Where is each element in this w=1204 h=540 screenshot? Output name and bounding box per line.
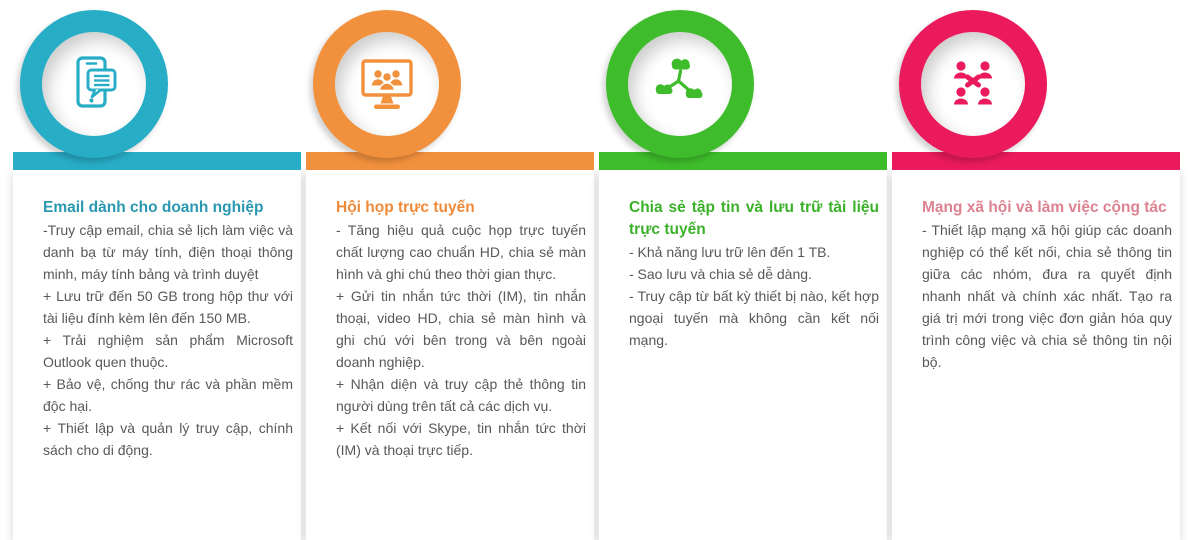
monitor-people-icon: [354, 51, 420, 117]
feature-paragraph: + Lưu trữ đến 50 GB trong hộp thư với tài liệu đính kèm lên đến 150 MB.: [43, 288, 293, 326]
people-network-icon: [940, 51, 1006, 117]
accent-bar: [599, 152, 887, 170]
feature-column-email: [13, 0, 301, 540]
feature-paragraph: + Gửi tin nhắn tức thời (IM), tin nhắn thoại, video HD, chia sẻ màn hình và ghi chú với bên trong và bên ngoài doanh nghiệp.: [336, 288, 586, 370]
feature-paragraph: - Thiết lập mạng xã hội giúp các doanh nghiệp có thể kết nối, chia sẻ thông tin giữa các nhóm, đưa ra quyết định nhanh nhất và chính xác nhất. Tạo ra giá trị mới trong việc đơn giản hóa quy trình công việc và chia sẻ thông tin nội bộ.: [922, 222, 1172, 370]
feature-card: [13, 170, 301, 540]
feature-card: [892, 170, 1180, 540]
feature-paragraph: - Truy cập từ bất kỳ thiết bị nào, kết hợp ngoại tuyến mà không cần kết nối mạng.: [629, 288, 879, 348]
cloud-share-icon: [647, 51, 713, 117]
feature-card: [599, 170, 887, 540]
phone-chat-icon: [61, 51, 127, 117]
feature-paragraph: - Tăng hiệu quả cuộc họp trực tuyến chất lượng cao chuẩn HD, chia sẻ màn hình và ghi chú theo thời gian thực.: [336, 222, 586, 282]
feature-title: Mạng xã hội và làm việc cộng tác: [922, 199, 1167, 216]
accent-bar: [306, 152, 594, 170]
feature-title: Hội họp trực tuyến: [336, 199, 475, 216]
accent-bar: [13, 152, 301, 170]
feature-paragraph: + Nhận diện và truy cập thẻ thông tin người dùng trên tất cả các dịch vụ.: [336, 376, 586, 414]
feature-paragraph: - Khả năng lưu trữ lên đến 1 TB.: [629, 244, 831, 260]
feature-title: Email dành cho doanh nghiệp: [43, 199, 264, 216]
feature-column-file-sharing: [599, 0, 887, 540]
icon-ring: [606, 10, 754, 158]
feature-column-social: [892, 0, 1180, 540]
icon-ring: [899, 10, 1047, 158]
accent-bar: [892, 152, 1180, 170]
feature-paragraph: + Bảo vệ, chống thư rác và phần mềm độc hại.: [43, 376, 293, 414]
feature-column-online-meeting: [306, 0, 594, 540]
feature-paragraph: + Thiết lập và quản lý truy cập, chính sách cho di động.: [43, 420, 293, 458]
feature-paragraph: + Trải nghiệm sản phẩm Microsoft Outlook quen thuộc.: [43, 332, 293, 370]
feature-title: Chia sẻ tập tin và lưu trữ tài liệu trực tuyến: [629, 199, 879, 238]
feature-paragraph: + Kết nối với Skype, tin nhắn tức thời (IM) và thoại trực tiếp.: [336, 420, 586, 458]
icon-ring: [313, 10, 461, 158]
icon-ring: [20, 10, 168, 158]
feature-card: [306, 170, 594, 540]
feature-paragraph: - Sao lưu và chia sẻ dễ dàng.: [629, 266, 812, 282]
feature-paragraph: -Truy cập email, chia sẻ lịch làm việc và danh bạ từ máy tính, điện thoại thông minh, máy tính bảng và trình duyệt: [43, 222, 293, 282]
